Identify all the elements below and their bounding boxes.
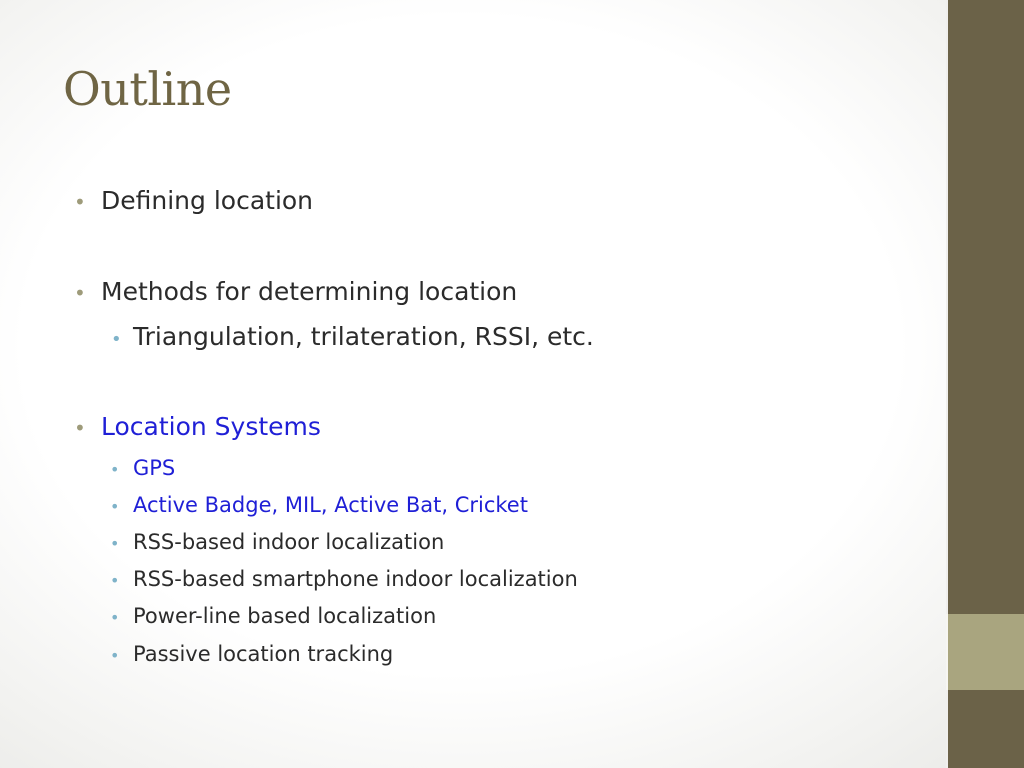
sub-bullet-text: RSS-based indoor localization — [133, 530, 445, 554]
sub-bullet-item — [110, 642, 393, 666]
sub-bullet-item — [110, 604, 436, 628]
sub-bullet-item-highlighted — [110, 493, 528, 517]
sub-bullet-text: Triangulation, trilateration, RSSI, etc. — [133, 322, 594, 351]
sub-bullet-text: Active Badge, MIL, Active Bat, Cricket — [133, 493, 528, 517]
sub-bullet-icon: • — [110, 646, 120, 665]
sub-bullet-icon: • — [110, 497, 120, 516]
sub-bullet-item-highlighted — [110, 456, 175, 480]
sub-bullet-text: GPS — [133, 456, 176, 480]
bullet-item — [74, 277, 517, 306]
bullet-item — [74, 186, 313, 215]
sub-bullet-icon: • — [110, 608, 120, 627]
decorative-sidebar-accent — [946, 614, 1024, 690]
bullet-text: Methods for determining location — [101, 277, 518, 306]
sub-bullet-icon: • — [111, 329, 122, 350]
sub-bullet-icon: • — [110, 534, 120, 553]
sub-bullet-item — [111, 322, 594, 351]
slide-title: Outline — [63, 62, 232, 116]
bullet-text: Location Systems — [101, 412, 321, 441]
sub-bullet-item — [110, 567, 578, 591]
sub-bullet-item — [110, 530, 444, 554]
bullet-icon: • — [74, 281, 86, 305]
sub-bullet-icon: • — [110, 460, 120, 479]
sub-bullet-icon: • — [110, 571, 120, 590]
bullet-icon: • — [74, 416, 86, 440]
bullet-text: Defining location — [101, 186, 314, 215]
sidebar-divider — [946, 0, 948, 768]
sub-bullet-text: Power-line based localization — [133, 604, 437, 628]
bullet-icon: • — [74, 190, 86, 214]
sub-bullet-text: RSS-based smartphone indoor localization — [133, 567, 578, 591]
sub-bullet-text: Passive location tracking — [133, 642, 394, 666]
bullet-item-highlighted — [74, 412, 321, 441]
